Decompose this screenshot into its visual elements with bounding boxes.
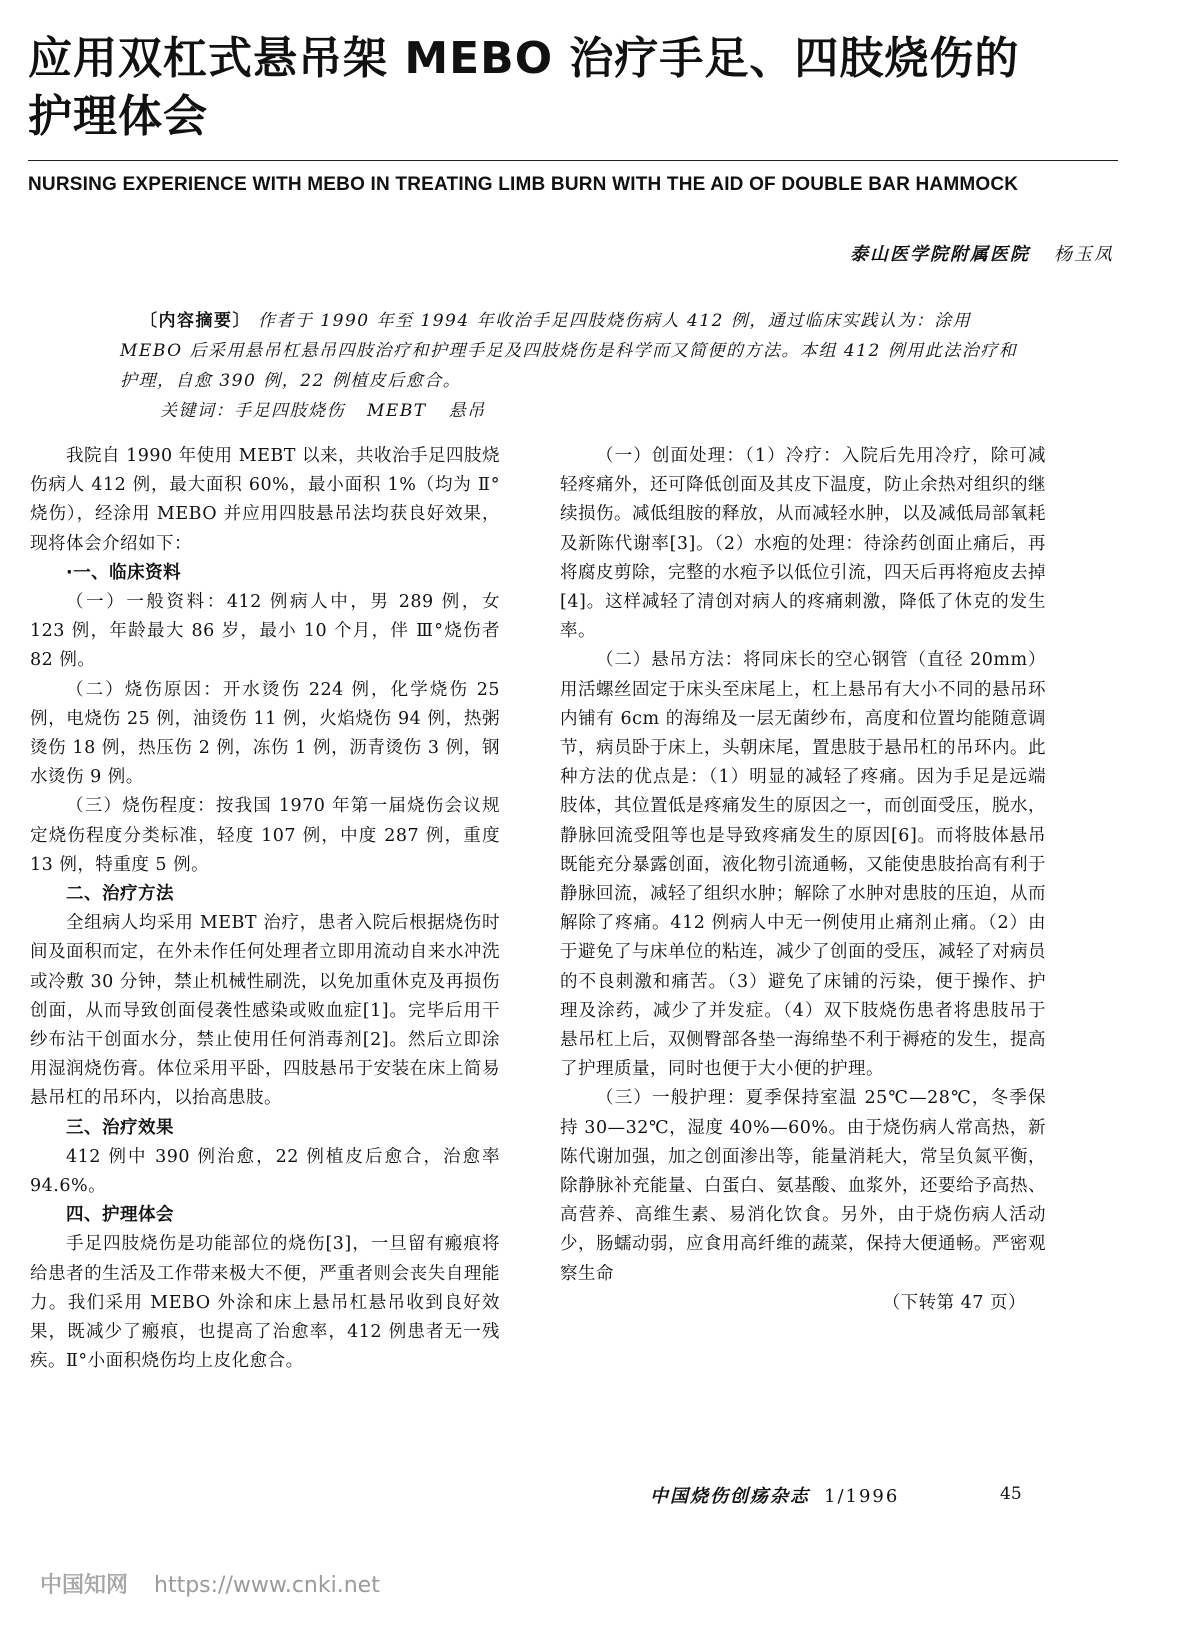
byline [850, 240, 1114, 266]
paragraph: （三）一般护理：夏季保持室温 25℃—28℃，冬季保持 30—32℃，湿度 40%—60%。由于烧伤病人常高热，新陈代谢加强，加之创面渗出等，能量消耗大，常呈负氮平衡，除静脉补充能量、白蛋白、氨基酸、血浆外，还要给予高热、高营养、高维生素、易消化饮食。另外，由于烧伤病人活动少，肠蠕动弱，应食用高纤维的蔬菜，保持大便通畅。严密观察生命 [560, 1088, 1046, 1284]
author: 杨玉凤 [1054, 244, 1114, 265]
abstract-text: 作者于 1990 年至 1994 年收治手足四肢烧伤病人 412 例，通过临床实践认为：涂用 MEBO 后采用悬吊杠悬吊四肢治疗和护理手足及四肢烧伤是科学而又简便的方法。本组 412 例用此法治疗和护理，自愈 390 例，22 例植皮后愈合。 [120, 311, 1018, 391]
title-line-2: 护理体会 [28, 91, 208, 142]
paragraph: （二）烧伤原因：开水烫伤 224 例，化学烧伤 25 例，电烧伤 25 例，油烫伤 11 例，火焰烧伤 94 例，热粥烫伤 18 例，热压伤 2 例，冻伤 1 例，沥青烫伤 3 例，钢水烫伤 9 例。 [30, 679, 500, 788]
journal-name: 中国烧伤创疡杂志 [650, 1486, 810, 1507]
journal-issue: 1/1996 [824, 1486, 900, 1507]
keywords-label: 关键词： [160, 401, 234, 421]
paragraph: （一）创面处理：（1）冷疗：入院后先用冷疗，除可减轻疼痛外，还可降低创面及其皮下温度，防止余热对组织的继续损伤。减低组胺的释放，从而减轻水肿，以及减低局部氧耗及新陈代谢率[3]。（2）水疱的处理：待涂药创面止痛后，再将腐皮剪除，完整的水疱予以低位引流，四天后再将疱皮去掉[4]。这样减轻了清创对病人的疼痛刺激，降低了休克的发生率。 [560, 446, 1046, 642]
watermark-brand: 中国知网 [40, 1573, 129, 1598]
left-column [30, 442, 500, 1377]
keyword: MEBT [367, 401, 427, 421]
paragraph: 手足四肢烧伤是功能部位的烧伤[3]，一旦留有瘢痕将给患者的生活及工作带来极大不便，严重者则会丧失自理能力。我们采用 MEBO 外涂和床上悬吊杠悬吊收到良好效果，既减少了瘢痕，也提高了治愈率，412 例患者无一残疾。Ⅱ°小面积烧伤均上皮化愈合。 [30, 1234, 500, 1372]
keywords [120, 396, 1030, 426]
section-heading: ·一、临床资料 [66, 562, 182, 583]
cnki-watermark [40, 1568, 380, 1599]
title-divider [28, 160, 1118, 161]
paragraph: （三）烧伤程度：按我国 1970 年第一届烧伤会议规定烧伤程度分类标准，轻度 107 例，中度 287 例，重度 13 例，特重度 5 例。 [30, 796, 500, 875]
keyword: 手足四肢烧伤 [234, 401, 345, 421]
paragraph: （一）一般资料：412 例病人中，男 289 例，女 123 例，年龄最大 86 岁，最小 10 个月，伴 Ⅲ°烧伤者 82 例。 [30, 592, 500, 671]
paragraph: 412 例中 390 例治愈，22 例植皮后愈合，治愈率 94.6%。 [30, 1146, 500, 1197]
journal-footer [650, 1482, 899, 1508]
page-number: 45 [1000, 1484, 1022, 1504]
paragraph: 我院自 1990 年使用 MEBT 以来，共收治手足四肢烧伤病人 412 例，最大面积 60%，最小面积 1%（均为 Ⅱ°烧伤），经涂用 MEBO 并应用四肢悬吊法均获良好效果，现将体会介绍如下： [30, 446, 501, 554]
article-title [28, 30, 1168, 146]
paragraph: （二）悬吊方法：将同床长的空心钢管（直径 20mm）用活螺丝固定于床头至床尾上，杠上悬吊有大小不同的悬吊环内铺有 6cm 的海绵及一层无菌纱布，高度和位置均能随意调节，病员卧于床上，头朝床尾，置患肢于悬吊杠的吊环内。此种方法的优点是：（1）明显的减轻了疼痛。因为手足是远端肢体，其位置低是疼痛发生的原因之一，而创面受压，脱水，静脉回流受阻等也是导致疼痛发生的原因[6]。而将肢体悬吊既能充分暴露创面，液化物引流通畅，又能使患肢抬高有利于静脉回流，减轻了组织水肿；解除了水肿对患肢的压迫，从而解除了疼痛。412 例病人中无一例使用止痛剂止痛。（2）由于避免了与床单位的粘连，减少了创面的受压，减轻了对病员的不良刺激和痛苦。（3）避免了床铺的污染，便于操作、护理及涂药，减少了并发症。（4）双下肢烧伤患者将患肢吊于悬吊杠上后，双侧臀部各垫一海绵垫不利于褥疮的发生，提高了护理质量，同时也便于大小便的护理。 [560, 650, 1046, 1080]
abstract-label: 〔内容摘要〕 [140, 311, 251, 331]
section-heading: 二、治疗方法 [66, 884, 174, 905]
paragraph: 全组病人均采用 MEBT 治疗，患者入院后根据烧伤时间及面积而定，在外未作任何处理者立即用流动自来水冲洗或冷敷 30 分钟，禁止机械性刷洗，以免加重休克及再损伤创面，从而导致创面侵袭性感染或败血症[1]。完毕后用干纱布沾干创面水分，禁止使用任何消毒剂[2]。然后立即涂用湿润烧伤膏。体位采用平卧，四肢悬吊于安装在床上简易悬吊杠的吊环内，以抬高患肢。 [30, 913, 500, 1109]
affiliation: 泰山医学院附属医院 [850, 244, 1030, 265]
abstract [120, 306, 1030, 426]
continued-note: （下转第 47 页） [882, 1292, 1026, 1313]
title-line-1: 应用双杠式悬吊架 MEBO 治疗手足、四肢烧伤的 [28, 33, 1020, 84]
right-column [560, 442, 1046, 1318]
section-heading: 四、护理体会 [66, 1205, 174, 1226]
abstract-body [120, 306, 1030, 396]
watermark-url: https://www.cnki.net [154, 1573, 380, 1598]
english-title: NURSING EXPERIENCE WITH MEBO IN TREATING LIMB BURN WITH THE AID OF DOUBLE BAR HAMMOCK [28, 174, 1019, 195]
section-heading: 三、治疗效果 [66, 1117, 174, 1138]
keyword: 悬吊 [448, 401, 486, 421]
